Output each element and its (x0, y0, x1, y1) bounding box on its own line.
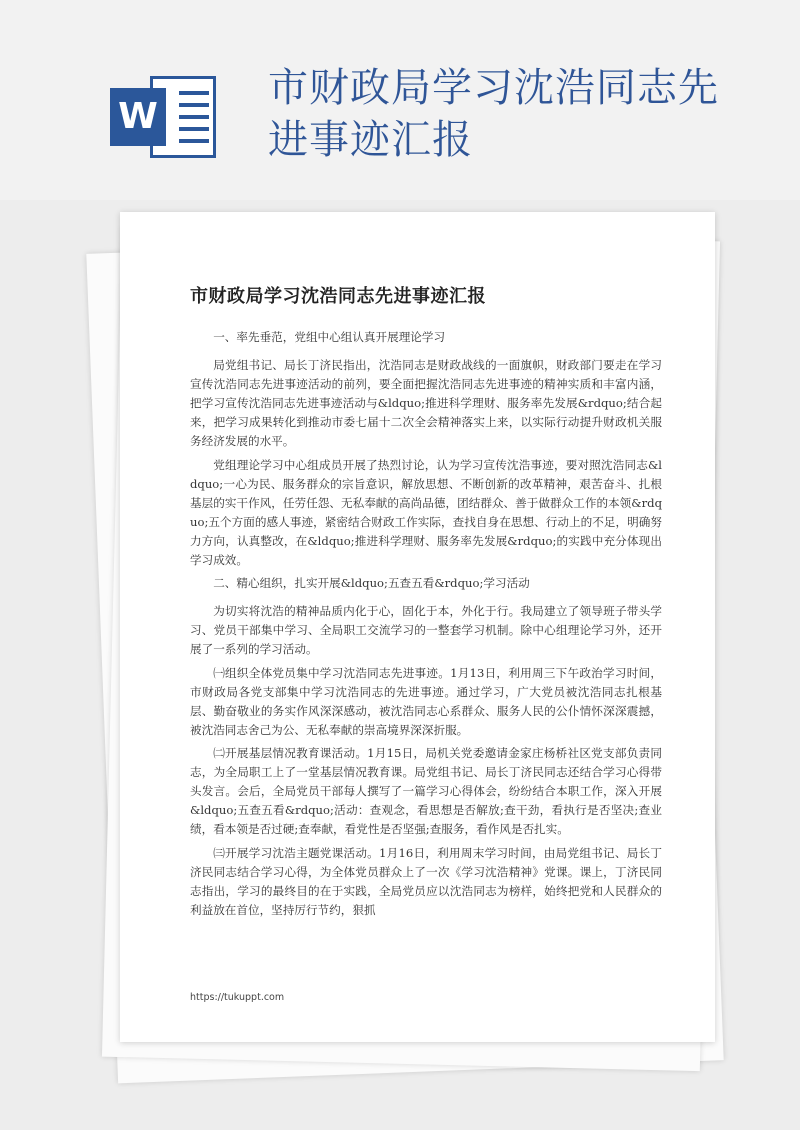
header-banner (0, 0, 800, 200)
section-heading: 一、率先垂范，党组中心组认真开展理论学习 (213, 330, 446, 344)
banner-title: 市财政局学习沈浩同志先进事迹汇报 (268, 65, 719, 163)
body-paragraph: 党组理论学习中心组成员开展了热烈讨论，认为学习宣传沈浩事迹，要对照沈浩同志&ldquo;一心为民、服务群众的宗旨意识，解放思想、不断创新的改革精神，艰苦奋斗、扎根基层的实干作风，任劳任怨、无私奉献的高尚品德，团结群众、善于做群众工作的本领&rdquo;五个方面的感人事迹，紧密结合财政工作实际，查找自身在思想、行动上的不足，明确努力方向，认真整改，在&ldquo;推进科学理财、服务率先发展&rdquo;的实践中充分体现出学习成效。 (190, 457, 662, 567)
body-paragraph: 为切实将沈浩的精神品质内化于心，固化于本，外化于行。我局建立了领导班子带头学习、党员干部集中学习、全局职工交流学习的一整套学习机制。除中心组理论学习外，还开展了一系列的学习活动。 (190, 604, 662, 656)
body-paragraph: 局党组书记、局长丁济民指出，沈浩同志是财政战线的一面旗帜，财政部门要走在学习宣传沈浩同志先进事迹活动的前列，要全面把握沈浩同志先进事迹的精神实质和丰富内涵，把学习宣传沈浩同志先进事迹活动与&ldquo;推进科学理财、服务率先发展&rdquo;结合起来，把学习成果转化到推动市委七届十二次全会精神落实上来，以实际行动提升财政机关服务经济发展的水平。 (190, 358, 662, 448)
body-paragraph: ㈠组织全体党员集中学习沈浩同志先进事迹。1月13日，利用周三下午政治学习时间，市财政局各党支部集中学习沈浩同志的先进事迹。通过学习，广大党员被沈浩同志扎根基层、勤奋敬业的务实作风深深感动，被沈浩同志心系群众、服务人民的公仆情怀深深震撼，被沈浩同志舍己为公、无私奉献的崇高境界深深折服。 (190, 665, 662, 737)
footer-url[interactable]: https://tukuppt.com (190, 992, 285, 1003)
body-paragraph: ㈡开展基层情况教育课活动。1月15日，局机关党委邀请金家庄杨桥社区党支部负责同志，为全局职工上了一堂基层情况教育课。局党组书记、局长丁济民同志还结合学习心得带头发言。会后，全局党员干部每人撰写了一篇学习心得体会，纷纷结合本职工作，深入开展&ldquo;五查五看&rdquo;活动：查观念，看思想是否解放;查干劲，看执行是否坚决;查业绩，看本领是否过硬;查奉献，看党性是否坚强;查服务，看作风是否扎实。 (190, 746, 662, 836)
document-title: 市财政局学习沈浩同志先进事迹汇报 (190, 286, 486, 307)
document-body (190, 328, 662, 917)
word-document-icon (110, 68, 220, 164)
section-heading: 二、精心组织，扎实开展&ldquo;五查五看&rdquo;学习活动 (213, 576, 530, 590)
word-logo-letter: W (110, 88, 166, 146)
document-page (120, 212, 715, 1042)
body-paragraph: ㈢开展学习沈浩主题党课活动。1月16日，利用周末学习时间，由局党组书记、局长丁济民同志结合学习心得，为全体党员群众上了一次《学习沈浩精神》党课。课上，丁济民同志指出，学习的最终目的在于实践，全局党员应以沈浩同志为榜样，始终把党和人民群众的利益放在首位，坚持厉行节约，狠抓 (190, 845, 662, 917)
